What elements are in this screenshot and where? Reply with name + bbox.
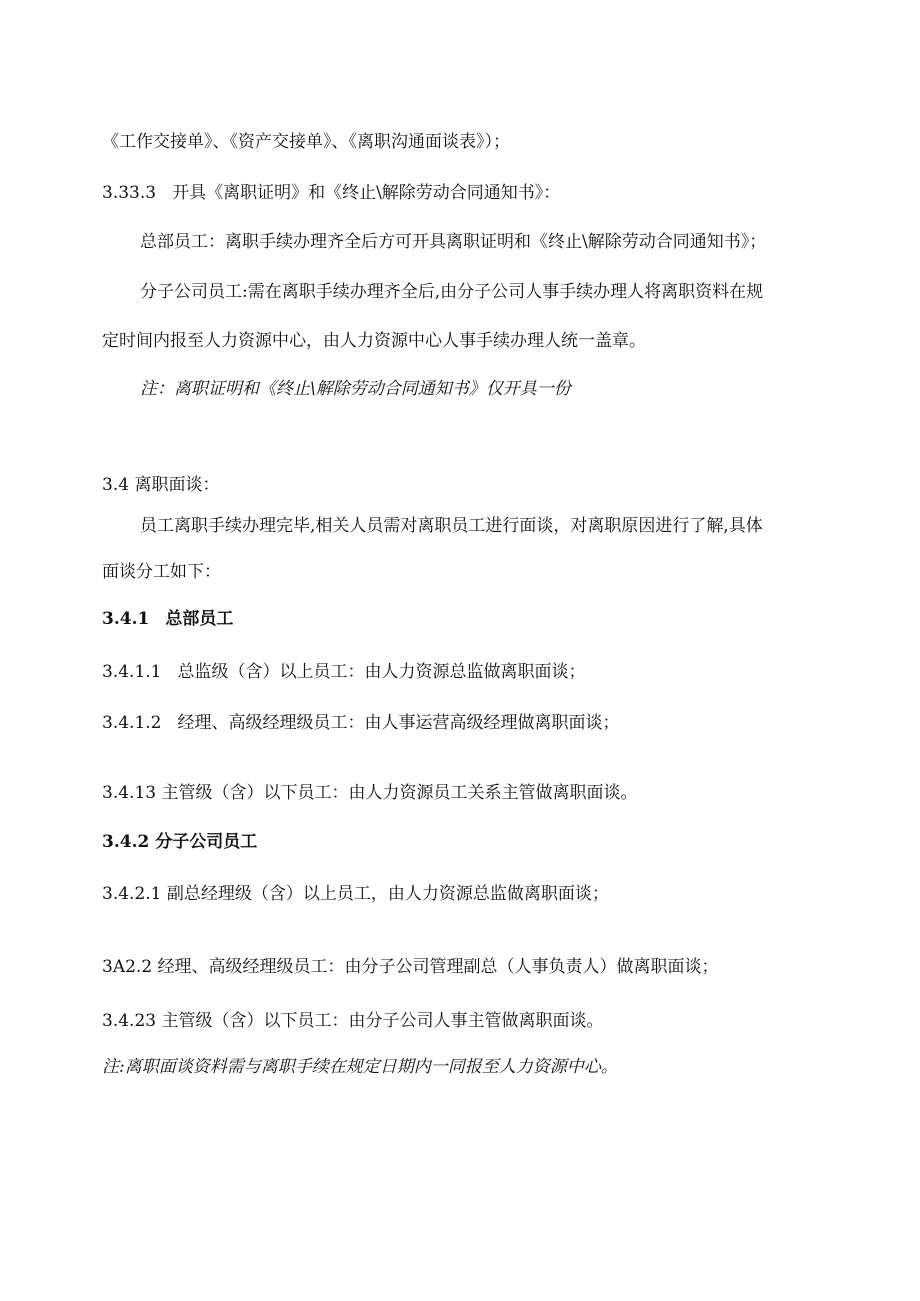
- item-3-4-1-1: [102, 661, 920, 683]
- section-3-4-1-heading: [102, 608, 920, 630]
- subsidiary-employee-paragraph-line2: 定时间内报至人力资源中心，由人力资源中心人事手续办理人统一盖章。: [102, 331, 646, 351]
- item-3-4-1-2: [102, 712, 920, 734]
- section-3-33-3-heading: [102, 182, 920, 204]
- section-title: 开具《离职证明》和《终止\解除劳动合同通知书》：: [172, 183, 561, 203]
- section-3-4-heading: 3.4 离职面谈：: [102, 475, 220, 495]
- item-3-4-13: 3.4.13 主管级（含）以下员工：由人力资源员工关系主管做离职面谈。: [102, 783, 638, 803]
- section-number: 3.4.1: [102, 609, 150, 629]
- item-3-4-23: 3.4.23 主管级（含）以下员工：由分子公司人事主管做离职面谈。: [102, 1011, 604, 1031]
- interview-paragraph-line1: 员工离职手续办理完毕,相关人员需对离职员工进行面谈，对离职原因进行了解,具体: [140, 516, 763, 536]
- interview-materials-note: 注:离职面谈资料需与离职手续在规定日期内一同报至人力资源中心。: [102, 1057, 618, 1077]
- section-3-4-2-heading: 3.4.2 分子公司员工: [102, 832, 258, 852]
- certificate-note: 注：离职证明和《终止\解除劳动合同通知书》仅开具一份: [140, 379, 571, 399]
- section-title: 总部员工: [165, 609, 234, 629]
- headquarters-employee-paragraph: 总部员工：离职手续办理齐全后方可开具离职证明和《终止\解除劳动合同通知书》；: [140, 232, 767, 252]
- item-number: 3.4.1.2: [102, 713, 162, 733]
- item-3a2-2: 3A2.2 经理、高级经理级员工：由分子公司管理副总（人事负责人）做离职面谈；: [102, 957, 719, 977]
- item-3-4-2-1: 3.4.2.1 副总经理级（含）以上员工，由人力资源总监做离职面谈；: [102, 884, 609, 904]
- subsidiary-employee-paragraph-line1: 分子公司员工:需在离职手续办理齐全后,由分子公司人事手续办理人将离职资料在规: [140, 282, 764, 302]
- item-text: 总监级（含）以上员工：由人力资源总监做离职面谈；: [177, 662, 586, 682]
- item-number: 3.4.1.1: [102, 662, 162, 682]
- section-number: 3.33.3: [102, 183, 157, 203]
- handover-forms-line: 《工作交接单》、《资产交接单》、《离职沟通面谈表》）；: [102, 132, 510, 152]
- interview-paragraph-line2: 面谈分工如下：: [102, 562, 221, 582]
- item-text: 经理、高级经理级员工：由人事运营高级经理做离职面谈；: [177, 713, 620, 733]
